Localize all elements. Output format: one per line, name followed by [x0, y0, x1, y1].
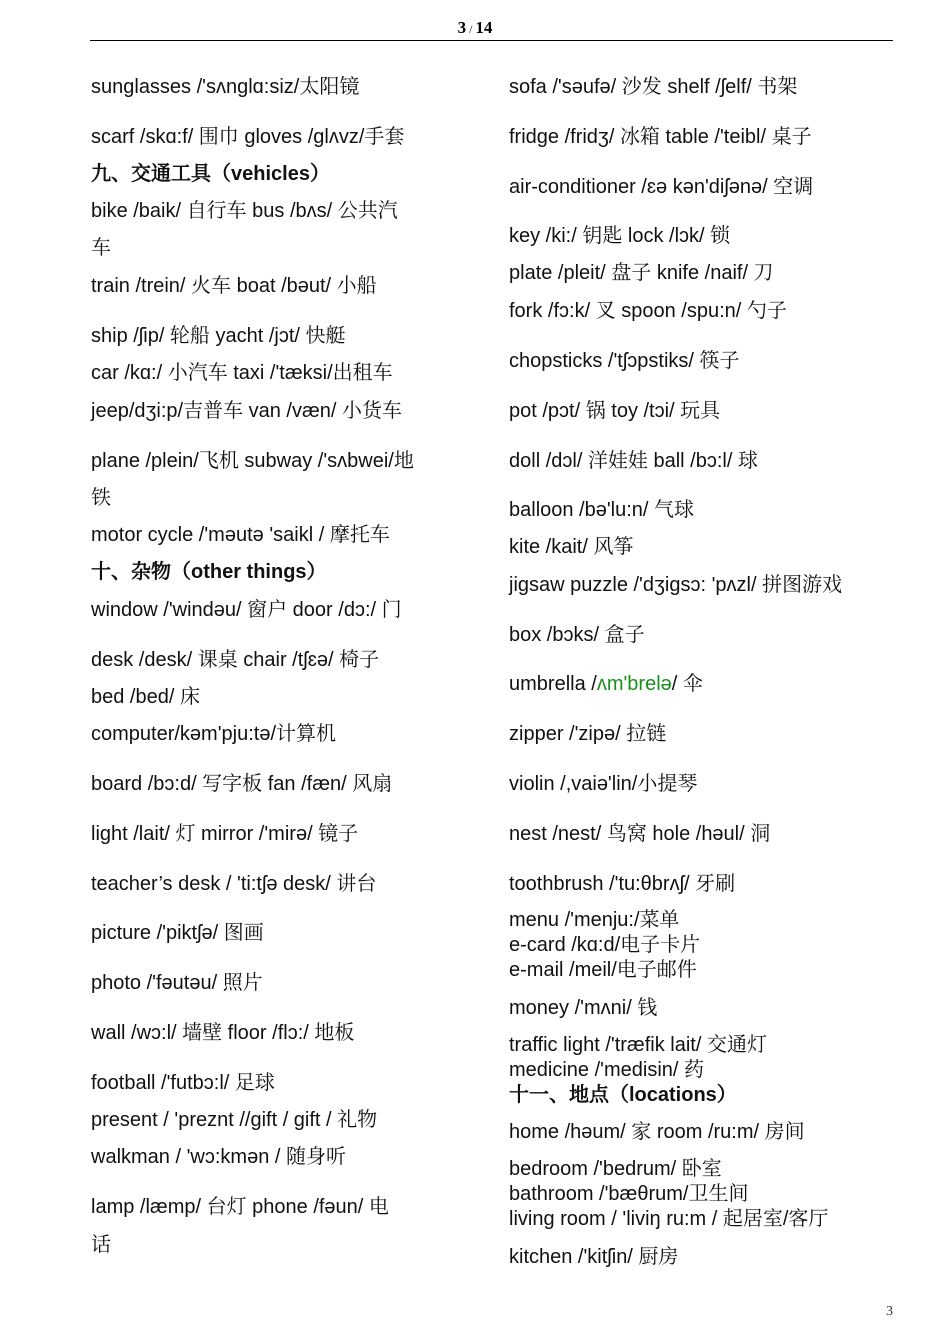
section-heading-locations: 十一、地点（locations）	[509, 1084, 737, 1106]
vocab-line: wall /wɔ:l/ 墙壁 floor /flɔ:/ 地板	[91, 1022, 355, 1044]
vocab-line: fork /fɔ:k/ 叉 spoon /spu:n/ 勺子	[509, 300, 787, 322]
vocab-line: board /bɔ:d/ 写字板 fan /fæn/ 风扇	[91, 773, 393, 795]
vocab-line: jigsaw puzzle /'dʒigsɔ: 'pʌzl/ 拼图游戏	[509, 574, 843, 596]
vocab-line: present / 'preznt //gift / gift / 礼物	[91, 1109, 378, 1131]
vocab-line: violin /,vaiə'lin/小提琴	[509, 773, 698, 795]
vocab-line: light /lait/ 灯 mirror /'mirə/ 镜子	[91, 823, 359, 845]
vocab-line: nest /nest/ 鸟窝 hole /həul/ 洞	[509, 823, 771, 845]
vocab-line: toothbrush /'tu:θbrʌʃ/ 牙刷	[509, 873, 736, 895]
page-header	[0, 18, 950, 38]
umbrella-word: umbrella /	[509, 673, 597, 695]
vocab-line: key /ki:/ 钥匙 lock /lɔk/ 锁	[509, 225, 731, 247]
vocab-line: ship /ʃip/ 轮船 yacht /jɔt/ 快艇	[91, 325, 346, 347]
vocab-line: sunglasses /'sʌnglɑ:siz/太阳镜	[91, 76, 360, 98]
vocab-line: box /bɔks/ 盒子	[509, 624, 645, 646]
header-rule	[90, 40, 893, 41]
total-pages: 14	[475, 18, 493, 37]
vocab-line: living room / 'liviŋ ru:m / 起居室/客厅	[509, 1208, 829, 1230]
vocab-line: teacher’s desk / 'ti:tʃə desk/ 讲台	[91, 873, 377, 895]
vocab-line: plate /pleit/ 盘子 knife /naif/ 刀	[509, 262, 774, 284]
vocab-line: traffic light /'træfik lait/ 交通灯	[509, 1034, 767, 1056]
vocab-line: photo /'fəutəu/ 照片	[91, 972, 263, 994]
vocab-line: jeep/dʒi:p/吉普车 van /væn/ 小货车	[91, 400, 403, 422]
vocab-line: air-conditioner /ɛə kən'diʃənə/ 空调	[509, 176, 814, 198]
footer-page-number: 3	[886, 1304, 893, 1319]
vocab-line: kite /kait/ 风筝	[509, 536, 634, 558]
vocab-line: picture /'piktʃə/ 图画	[91, 922, 264, 944]
vocab-line: fridge /fridʒ/ 冰箱 table /'teibl/ 桌子	[509, 126, 812, 148]
vocab-line: 话	[91, 1234, 111, 1256]
vocab-line: walkman / 'wɔ:kmən / 随身听	[91, 1146, 346, 1168]
vocab-line: pot /pɔt/ 锅 toy /tɔi/ 玩具	[509, 400, 721, 422]
vocab-line: plane /plein/飞机 subway /'sʌbwei/地	[91, 450, 414, 472]
vocab-line: motor cycle /'məutə 'saikl / 摩托车	[91, 524, 390, 546]
vocab-line: medicine /'medisin/ 药	[509, 1059, 704, 1081]
vocab-line: window /'windəu/ 窗户 door /dɔ:/ 门	[91, 599, 402, 621]
vocab-line: doll /dɔl/ 洋娃娃 ball /bɔ:l/ 球	[509, 450, 758, 472]
vocab-line: sofa /'səufə/ 沙发 shelf /ʃelf/ 书架	[509, 76, 798, 98]
vocab-line: football /'futbɔ:l/ 足球	[91, 1072, 275, 1094]
vocab-line-umbrella	[509, 672, 703, 696]
vocab-line: car /kɑ:/ 小汽车 taxi /'tæksi/出租车	[91, 362, 393, 384]
vocab-line: zipper /'zipə/ 拉链	[509, 723, 667, 745]
vocab-line: money /'mʌni/ 钱	[509, 997, 658, 1019]
vocab-line: chopsticks /'tʃɔpstiks/ 筷子	[509, 350, 740, 372]
vocab-line: e-mail /meil/电子邮件	[509, 959, 697, 981]
section-heading-vehicles: 九、交通工具（vehicles）	[91, 163, 330, 185]
vocab-line: desk /desk/ 课桌 chair /tʃɛə/ 椅子	[91, 649, 380, 671]
vocab-line: bedroom /'bedrum/ 卧室	[509, 1158, 722, 1180]
umbrella-phonetic: ʌm'brelə	[596, 673, 672, 695]
umbrella-meaning: / 伞	[671, 673, 703, 695]
current-page-number: 3	[457, 18, 467, 37]
page-separator: /	[469, 22, 473, 36]
vocab-line: train /trein/ 火车 boat /bəut/ 小船	[91, 275, 377, 297]
vocab-line: scarf /skɑ:f/ 围巾 gloves /glʌvz/手套	[91, 126, 405, 148]
vocab-line: kitchen /'kitʃin/ 厨房	[509, 1246, 679, 1268]
vocab-line: menu /'menju:/菜单	[509, 909, 680, 931]
section-heading-other-things: 十、杂物（other things）	[91, 561, 327, 583]
vocab-line: home /həum/ 家 room /ru:m/ 房间	[509, 1121, 805, 1143]
vocab-line: computer/kəm'pju:tə/计算机	[91, 723, 337, 745]
vocab-line: bed /bed/ 床	[91, 686, 200, 708]
vocab-line: bike /baik/ 自行车 bus /bʌs/ 公共汽	[91, 200, 398, 222]
vocab-line: balloon /bə'lu:n/ 气球	[509, 499, 695, 521]
vocab-line: bathroom /'bæθrum/卫生间	[509, 1183, 749, 1205]
vocab-line: lamp /læmp/ 台灯 phone /fəun/ 电	[91, 1196, 389, 1218]
vocab-line: 车	[91, 237, 111, 259]
vocab-line: 铁	[91, 487, 111, 509]
vocab-line: e-card /kɑ:d/电子卡片	[509, 934, 701, 956]
